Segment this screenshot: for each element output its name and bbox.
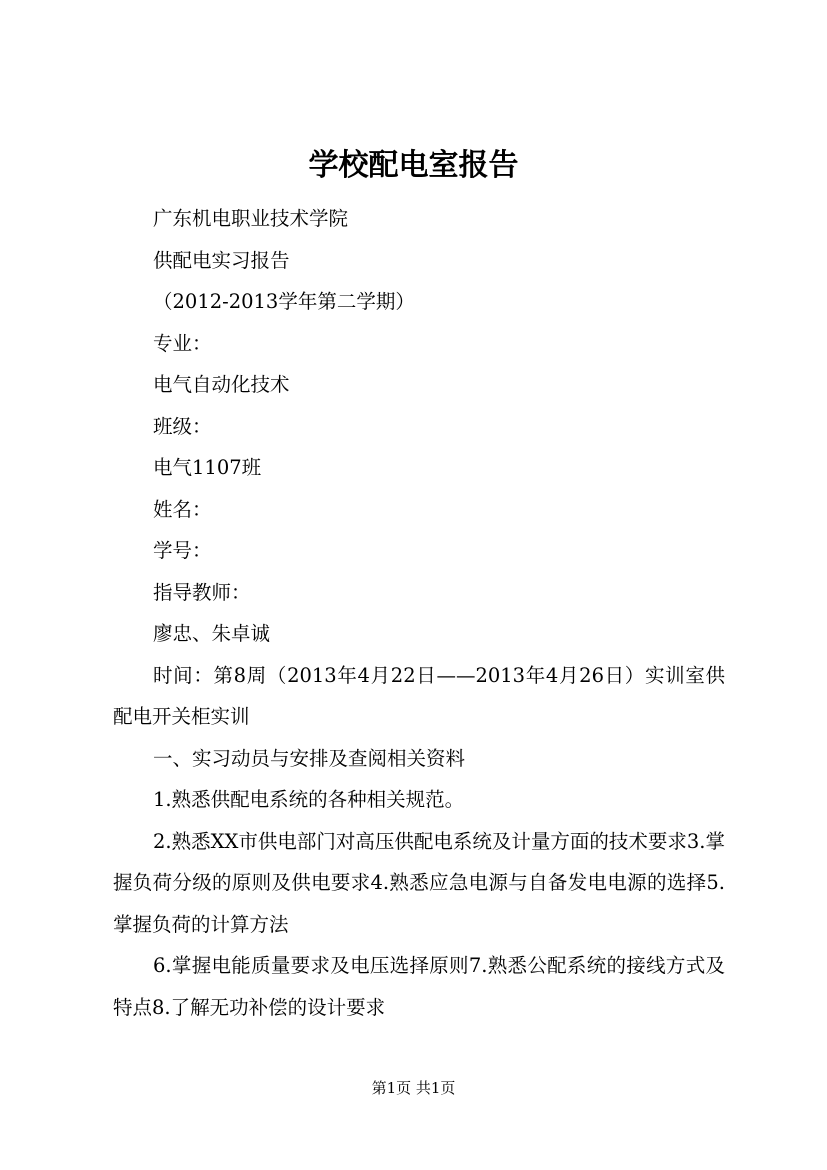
paragraph-class-label: 班级： xyxy=(153,414,212,438)
paragraph-student-id-label: 学号： xyxy=(153,539,212,562)
document-body xyxy=(113,198,725,1028)
paragraph-time: 时间：第8周（2013年4月22日——2013年4月26日）实训室供配电开关柜实训 xyxy=(113,663,725,728)
paragraph-semester: （2012-2013学年第二学期） xyxy=(153,290,415,313)
paragraph-class-value: 电气1107班 xyxy=(153,456,262,479)
paragraph-teacher-label: 指导教师： xyxy=(153,580,251,604)
paragraph-name-label: 姓名： xyxy=(153,497,212,521)
paragraph-item-1: 1.熟悉供配电系统的各种相关规范。 xyxy=(153,788,465,811)
paragraph-section-heading: 一、实习动员与安排及查阅相关资料 xyxy=(153,746,466,770)
paragraph-report-type: 供配电实习报告 xyxy=(153,248,290,272)
document-title: 学校配电室报告 xyxy=(308,148,519,183)
page-footer: 第1页 共1页 xyxy=(371,1079,456,1097)
paragraph-major-value: 电气自动化技术 xyxy=(153,373,290,396)
paragraph-items-2-5: 2.熟悉XX市供电部门对高压供配电系统及计量方面的技术要求3.掌握负荷分级的原则及供电要求4.熟悉应急电源与自备发电电源的选择5.掌握负荷的计算方法 xyxy=(113,829,725,936)
paragraph-major-label: 专业： xyxy=(153,331,212,355)
paragraph-teacher-value: 廖忠、朱卓诚 xyxy=(153,622,271,645)
paragraph-school: 广东机电职业技术学院 xyxy=(153,207,349,230)
paragraph-items-6-8: 6.掌握电能质量要求及电压选择原则7.熟悉公配系统的接线方式及特点8.了解无功补偿的设计要求 xyxy=(113,954,725,1019)
